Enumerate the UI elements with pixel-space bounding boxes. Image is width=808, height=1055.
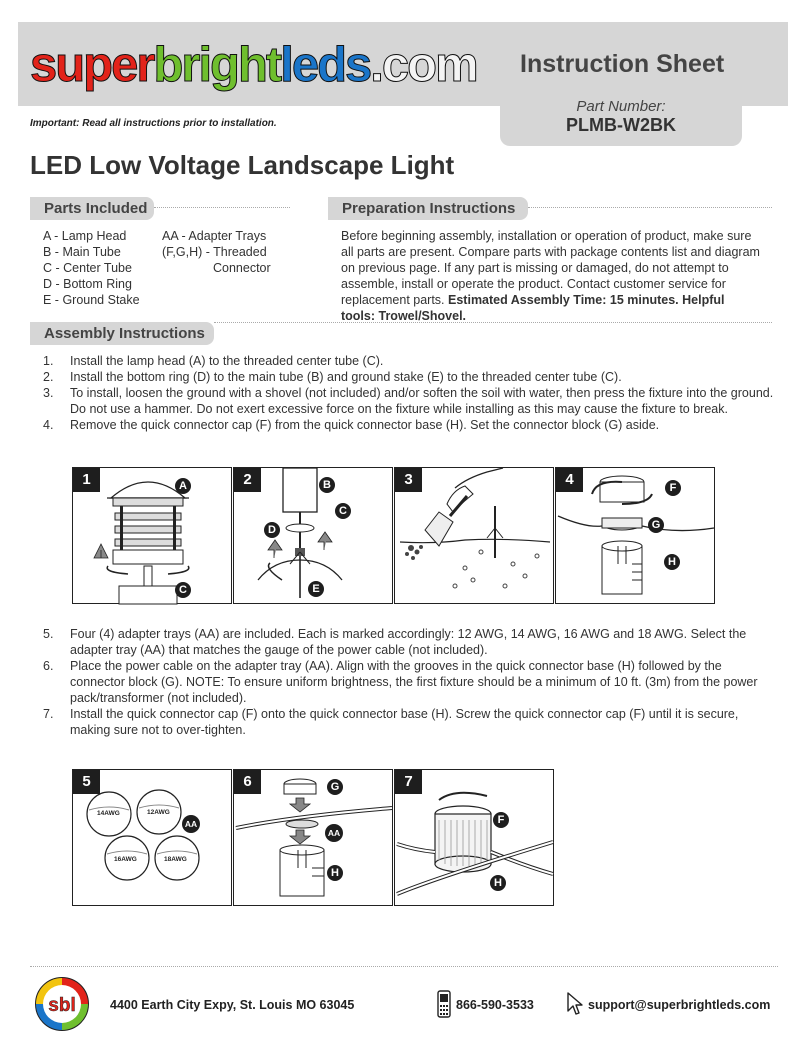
callout-h: H	[327, 865, 343, 881]
parts-included-heading: Parts Included	[30, 197, 154, 220]
part-item: AA - Adapter Trays	[162, 229, 267, 243]
step-item: 6. Place the power cable on the adapter tray (AA). Align with the grooves in the quick connector base (H) followed by the connector block (G). NOTE: To ensure uniform brightness, the first fixture should be a minimum of 10 ft. (3m) from the power pack/transformer (not included).	[43, 659, 758, 705]
callout-h: H	[490, 875, 506, 891]
part-item: Connector	[213, 261, 271, 275]
callout-h: H	[664, 554, 680, 570]
parts-list-right	[162, 228, 271, 276]
diagram-7	[394, 769, 554, 906]
footer-address: 4400 Earth City Expy, St. Louis MO 63045	[110, 998, 355, 1012]
diagram-5	[72, 769, 232, 906]
callout-e: E	[308, 581, 324, 597]
sheet-title: Instruction Sheet	[520, 50, 725, 78]
step-item: 1. Install the lamp head (A) to the threaded center tube (C).	[43, 354, 384, 368]
preparation-heading: Preparation Instructions	[328, 197, 528, 220]
callout-f: F	[665, 480, 681, 496]
diagram-number: 4	[556, 468, 583, 492]
divider	[214, 322, 772, 323]
footer-phone[interactable]: 866-590-3533	[456, 998, 534, 1012]
step-item: 3. To install, loosen the ground with a shovel (not included) and/or soften the soil with water, then press the fixture into the ground. Do not use a hammer. Do not exert excessive force on the fixture while installing as this may cause the fixture to break.	[43, 386, 774, 416]
part-number-label: Part Number:	[576, 98, 666, 115]
parts-list-left	[43, 228, 140, 308]
callout-a: A	[175, 478, 191, 494]
preparation-text	[341, 228, 761, 324]
part-item: (F,G,H) - Threaded	[162, 245, 267, 259]
callout-d: D	[264, 522, 280, 538]
divider	[528, 207, 772, 208]
footer-email[interactable]: support@superbrightleds.com	[588, 998, 771, 1012]
part-item: A - Lamp Head	[43, 229, 127, 243]
product-title: LED Low Voltage Landscape Light	[30, 150, 455, 180]
diagram-number: 2	[234, 468, 261, 492]
part-item: C - Center Tube	[43, 261, 132, 275]
tray-label: 18AWG	[164, 856, 187, 863]
part-item: B - Main Tube	[43, 245, 121, 259]
diagram-2	[233, 467, 393, 604]
svg-text:sbl: sbl	[48, 995, 76, 1016]
part-number: PLMB-W2BK	[566, 115, 676, 135]
part-number-tab	[500, 92, 742, 146]
diagram-number: 7	[395, 770, 422, 794]
step-item: 4. Remove the quick connector cap (F) from the quick connector base (H). Set the connector block (G) aside.	[43, 418, 660, 432]
steps-5-7	[43, 626, 778, 738]
diagram-number: 1	[73, 468, 100, 492]
sbl-logo[interactable]	[34, 976, 90, 1032]
callout-aa: AA	[325, 824, 343, 842]
diagram-6	[233, 769, 393, 906]
assembly-time-note: Estimated Assembly Time: 15 minutes. Helpful tools: Trowel/Shovel.	[341, 293, 725, 323]
diagram-1	[72, 467, 232, 604]
cursor-icon	[566, 991, 584, 1022]
tray-label: 14AWG	[97, 810, 120, 817]
diagram-number: 3	[395, 468, 422, 492]
assembly-heading: Assembly Instructions	[30, 322, 214, 345]
callout-b: B	[319, 477, 335, 493]
callout-c: C	[175, 582, 191, 598]
tray-label: 12AWG	[147, 809, 170, 816]
important-note: Important: Read all instructions prior to installation.	[30, 118, 277, 129]
diagram-number: 5	[73, 770, 100, 794]
diagram-3	[394, 467, 554, 604]
diagram-number: 6	[234, 770, 261, 794]
callout-g: G	[327, 779, 343, 795]
callout-c: C	[335, 503, 351, 519]
callout-g: G	[648, 517, 664, 533]
preparation-body: Before beginning assembly, installation or operation of product, make sure all parts are present. Compare parts with package contents list and diagram on previous page. If any part is missing or damaged, do not attempt to assemble, install or operate the product. Contact customer service for replacement parts.	[341, 229, 760, 307]
steps-1-4	[43, 353, 778, 433]
step-item: 5. Four (4) adapter trays (AA) are included. Each is marked accordingly: 12 AWG, 14 AWG, 16 AWG and 18 AWG. Select the adapter tray (AA) that matches the gauge of the power cable (not included).	[43, 627, 747, 657]
part-item: E - Ground Stake	[43, 293, 140, 307]
callout-aa: AA	[182, 815, 200, 833]
footer-divider	[30, 966, 778, 967]
callout-f: F	[493, 812, 509, 828]
sbl-badge-icon	[34, 976, 90, 1032]
phone-icon	[437, 990, 451, 1023]
step-item: 7. Install the quick connector cap (F) onto the quick connector base (H). Screw the quick connector cap (F) until it is secure, making sure not to over-tighten.	[43, 707, 739, 737]
diagram-4	[555, 467, 715, 604]
step-item: 2. Install the bottom ring (D) to the main tube (B) and ground stake (E) to the threaded center tube (C).	[43, 370, 622, 384]
superbrightleds-logo[interactable]: superbrightleds.com	[30, 38, 477, 92]
tray-label: 16AWG	[114, 856, 137, 863]
divider	[154, 207, 290, 208]
part-item: D - Bottom Ring	[43, 277, 132, 291]
